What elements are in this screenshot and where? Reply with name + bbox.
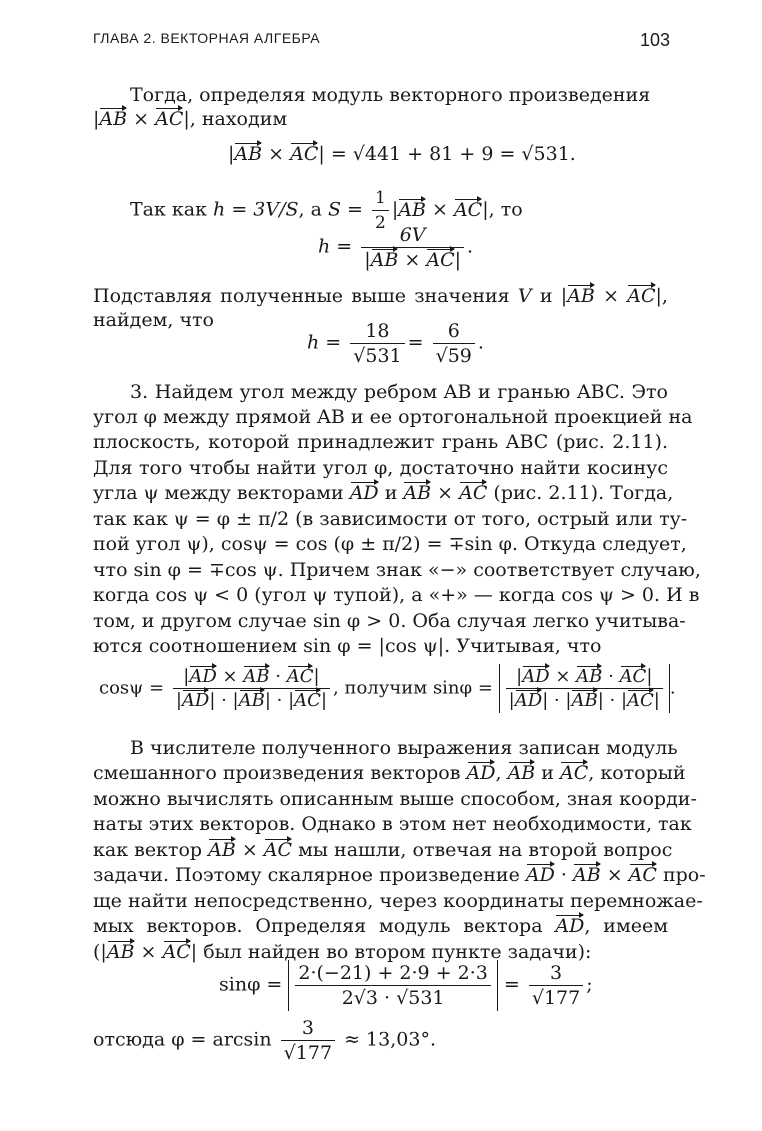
text-line: задачи. Поэтому скалярное произведение AD · AB × AC про- bbox=[93, 864, 706, 886]
equation-height-formula: h = $\frac{6V}{|AB \times AC|}$ . bbox=[318, 224, 474, 271]
text-line: когда cos ψ < 0 (угол ψ тупой), а «+» — когда cos ψ > 0. И в bbox=[93, 584, 700, 606]
equation-height-value: h = $\frac{18}{√531}$ = $\frac{6}{√59}$ . bbox=[307, 320, 484, 367]
equation-sin-phi: sinφ = $\frac{2\cdot(-21) + 2\cdot 9 + 2\cdot 3}{2√3 \cdot √531}$ = $\frac{3}{√177}$ ; bbox=[219, 962, 593, 1009]
text-line: угол φ между прямой AB и ее ортогональной проекцией на bbox=[93, 406, 693, 428]
equation-arcsin: отсюда φ = arcsin $\frac{3}{√177}$ ≈ 13,03°. bbox=[93, 1017, 436, 1064]
text-line: |AB × AC|, находим bbox=[93, 108, 288, 130]
running-header: ГЛАВА 2. ВЕКТОРНАЯ АЛГЕБРА bbox=[93, 30, 321, 46]
text-line: В числителе полученного выражения записан модуль bbox=[130, 737, 678, 759]
text-line: Так как h = 3V/S, а S = $\frac{1}{2}$ |AB × AC|, то bbox=[130, 188, 523, 233]
text-line: смешанного произведения векторов AD, AB и AC, который bbox=[93, 762, 686, 784]
text-line: Подставляя полученные выше значения V и |AB × AC|, bbox=[93, 285, 668, 307]
equation-cross-product-modulus: |AB × AC| = √441 + 81 + 9 = √531. bbox=[228, 143, 576, 165]
text-line: наты этих векторов. Однако в этом нет необходимости, так bbox=[93, 813, 692, 835]
text-line: так как ψ = φ ± π/2 (в зависимости от того, острый или ту- bbox=[93, 508, 688, 530]
text-line: как вектор AB × AC мы нашли, отвечая на второй вопрос bbox=[93, 839, 673, 861]
text-line: Тогда, определяя модуль векторного произведения bbox=[130, 84, 651, 106]
text-line: угла ψ между векторами AD и AB × AC (рис. 2.11). Тогда, bbox=[93, 482, 674, 504]
text-line: что sin φ = ∓cos ψ. Причем знак «−» соответствует случаю, bbox=[93, 559, 701, 581]
text-line: плоскость, которой принадлежит грань ABC (рис. 2.11). bbox=[93, 431, 668, 453]
text-line: ются соотношением sin φ = |cos ψ|. Учитывая, что bbox=[93, 635, 602, 657]
page-number: 103 bbox=[639, 30, 670, 50]
equation-cos-psi: cosψ = $\frac{|AD \times AB \cdot AC|}{|AD| \cdot |AB| \cdot |AC|}$ , получим sinφ = $\frac{|AD \times AB \cdot AC|}{|AD| \cdot |AB| \cdot |AC|}$ . bbox=[99, 666, 676, 711]
text-line: том, и другом случае sin φ > 0. Оба случая легко учитыва- bbox=[93, 610, 686, 632]
text-line: найдем, что bbox=[93, 309, 214, 331]
text-line: (|AB × AC| был найден во втором пункте задачи): bbox=[93, 941, 592, 963]
text-line: Для того чтобы найти угол φ, достаточно найти косинус bbox=[93, 457, 668, 479]
text-line: 3. Найдем угол между ребром AB и гранью ABC. Это bbox=[130, 381, 668, 403]
text-line: мых векторов. Определяя модуль вектора AD, имеем bbox=[93, 915, 668, 937]
text-line: ще найти непосредственно, через координаты перемножае- bbox=[93, 890, 703, 912]
text-line: можно вычислять описанным выше способом, зная коорди- bbox=[93, 788, 697, 810]
text-line: пой угол ψ), cosψ = cos (φ ± π/2) = ∓sin φ. Откуда следует, bbox=[93, 533, 687, 555]
